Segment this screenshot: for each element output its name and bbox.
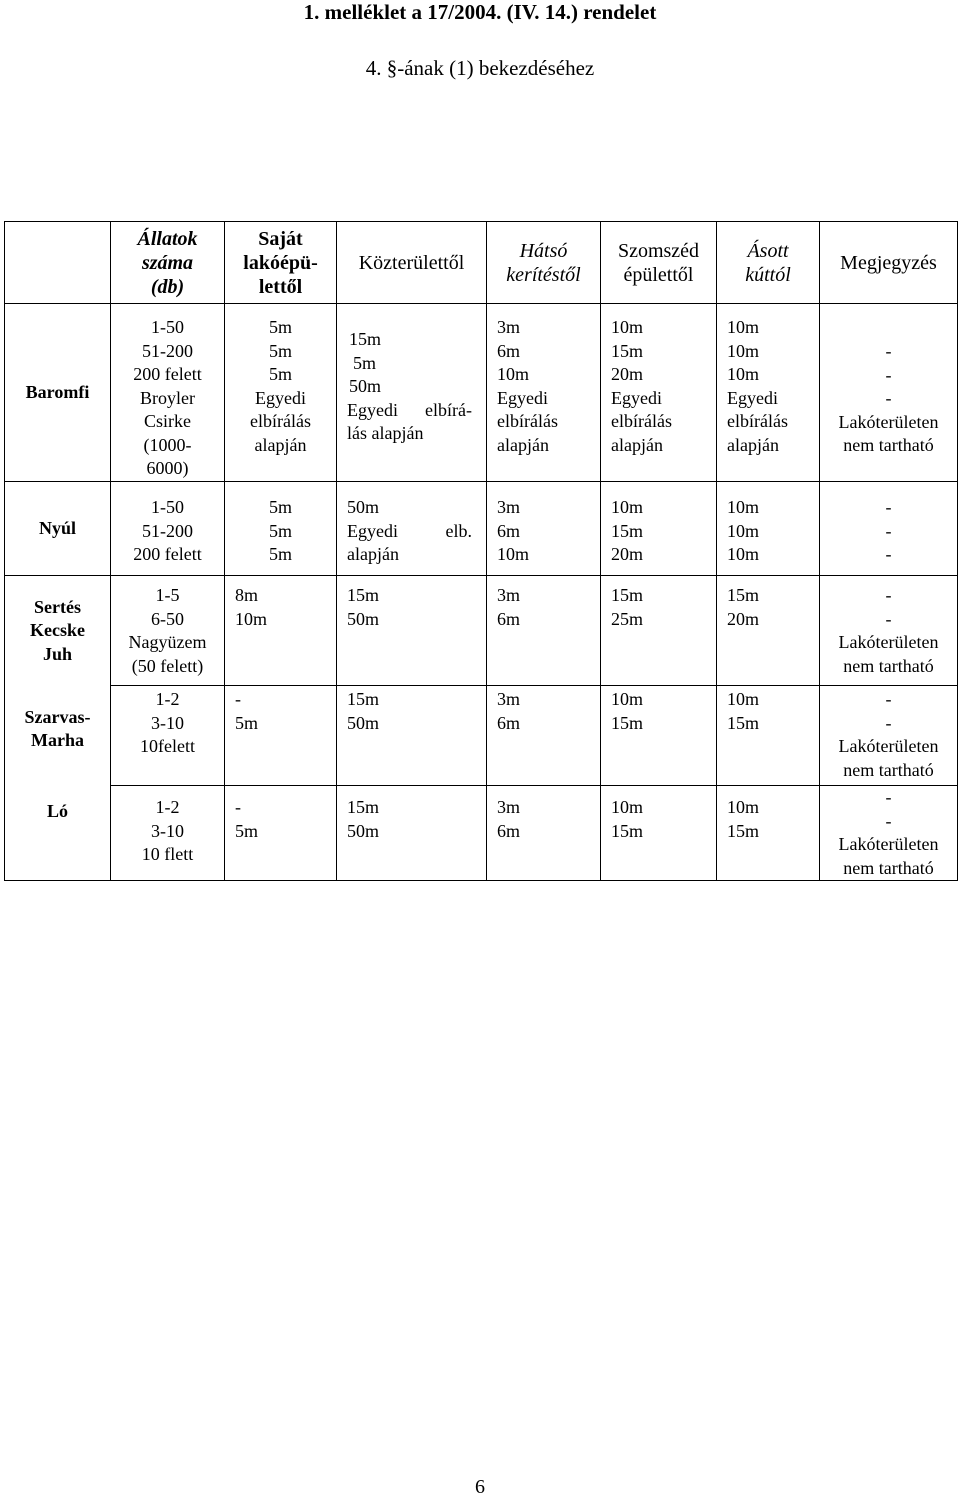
- own-building-cell: 5m 5m 5m Egyedi elbírálás alapján: [225, 304, 337, 482]
- rear-fence-cell: 3m 6m: [487, 576, 601, 686]
- note-cell: - - Lakóterületen nem tartható: [820, 686, 958, 786]
- header-neighbor-building: Szomszéd épülettől: [601, 222, 717, 304]
- dug-well-cell: 10m 10m 10m Egyedi elbírálás alapján: [717, 304, 820, 482]
- neighbor-building-cell: 10m 15m 20m: [601, 482, 717, 576]
- dug-well-cell: 10m 15m: [717, 686, 820, 786]
- note-cell: - - - Lakóterületen nem tartható: [820, 304, 958, 482]
- table-row-horse: [5, 786, 958, 881]
- note-cell: - - -: [820, 482, 958, 576]
- species-cell: Baromfi: [5, 304, 111, 482]
- public-area-cell: 15m 50m: [337, 576, 487, 686]
- public-area-cell: 15m 5m 50m Egyedi elbírá- lás alapján: [337, 304, 487, 482]
- document-subtitle: 4. §-ának (1) bekezdéséhez: [365, 56, 595, 80]
- header-rear-fence: Hátsó kerítéstől: [487, 222, 601, 304]
- page-number: 6: [475, 1476, 485, 1498]
- own-building-cell: - 5m: [225, 786, 337, 881]
- public-area-cell: 15m 50m: [337, 686, 487, 786]
- header-public-area: Közterülettől: [337, 222, 487, 304]
- own-building-cell: 8m 10m: [225, 576, 337, 686]
- count-cell: 1-50 51-200 200 felett: [111, 482, 225, 576]
- note-cell: - - Lakóterületen nem tartható: [820, 786, 958, 881]
- neighbor-building-cell: 15m 25m: [601, 576, 717, 686]
- distance-table: [4, 221, 958, 881]
- header-empty: [5, 222, 111, 304]
- species-cell: Nyúl: [5, 482, 111, 576]
- own-building-cell: 5m 5m 5m: [225, 482, 337, 576]
- table-row-poultry: [5, 304, 958, 482]
- table-row-pig-goat-sheep: [5, 576, 958, 686]
- count-cell: 1-2 3-10 10 flett: [111, 786, 225, 881]
- species-cell: Sertés Kecske Juh: [5, 576, 111, 686]
- neighbor-building-cell: 10m 15m: [601, 686, 717, 786]
- count-cell: 1-50 51-200 200 felett Broyler Csirke (1000- 6000): [111, 304, 225, 482]
- header-own-building: Saját lakóépü- lettől: [225, 222, 337, 304]
- document-title: 1. melléklet a 17/2004. (IV. 14.) rendelet: [303, 0, 657, 24]
- header-count: Állatok száma (db): [111, 222, 225, 304]
- count-cell: 1-2 3-10 10felett: [111, 686, 225, 786]
- rear-fence-cell: 3m 6m: [487, 786, 601, 881]
- table-row-rabbit: [5, 482, 958, 576]
- header-note: Megjegyzés: [820, 222, 958, 304]
- public-area-cell: 50m Egyedi elb. alapján: [337, 482, 487, 576]
- header-dug-well: Ásott kúttól: [717, 222, 820, 304]
- note-cell: - - Lakóterületen nem tartható: [820, 576, 958, 686]
- rear-fence-cell: 3m 6m: [487, 686, 601, 786]
- header-row: [5, 222, 958, 304]
- rear-fence-cell: 3m 6m 10m: [487, 482, 601, 576]
- table-row-cattle: [5, 686, 958, 786]
- public-area-cell: 15m 50m: [337, 786, 487, 881]
- own-building-cell: - 5m: [225, 686, 337, 786]
- dug-well-cell: 10m 10m 10m: [717, 482, 820, 576]
- neighbor-building-cell: 10m 15m: [601, 786, 717, 881]
- species-cell: Ló: [5, 786, 111, 881]
- count-cell: 1-5 6-50 Nagyüzem (50 felett): [111, 576, 225, 686]
- rear-fence-cell: 3m 6m 10m Egyedi elbírálás alapján: [487, 304, 601, 482]
- dug-well-cell: 15m 20m: [717, 576, 820, 686]
- neighbor-building-cell: 10m 15m 20m Egyedi elbírálás alapján: [601, 304, 717, 482]
- dug-well-cell: 10m 15m: [717, 786, 820, 881]
- species-cell: Szarvas- Marha: [5, 686, 111, 786]
